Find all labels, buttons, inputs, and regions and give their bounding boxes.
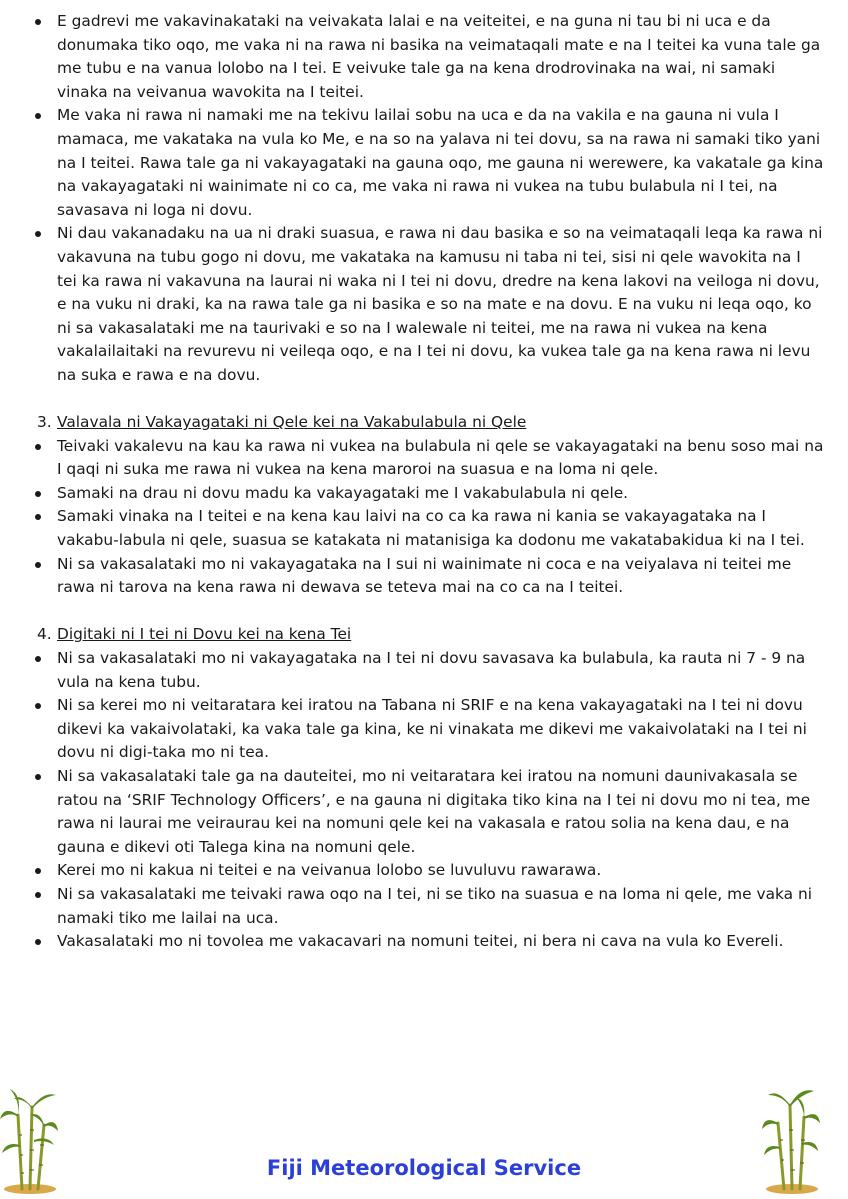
bullet-icon <box>35 868 41 874</box>
list-item <box>35 553 825 600</box>
bullet-text: Ni sa vakasalataki me teivaki rawa oqo na I tei, ni se tiko na suasua e na loma ni qele, me vaka ni namaki tiko me lailai na uca. <box>57 884 813 927</box>
bullet-icon <box>35 231 41 237</box>
section-title: Digitaki ni I tei ni Dovu kei na kena Tei <box>57 625 352 644</box>
bullet-icon <box>35 703 41 709</box>
section-3-bullet-list <box>35 435 825 600</box>
bullet-text: Vakasalataki mo ni tovolea me vakacavari na nomuni teitei, ni bera ni cava na vula ko Evereli. <box>57 932 784 951</box>
list-item <box>35 647 825 694</box>
list-item <box>35 435 825 482</box>
list-item <box>35 104 825 222</box>
document-body <box>35 10 825 954</box>
bullet-icon <box>35 444 41 450</box>
bullet-text: Ni sa kerei mo ni veitaratara kei iratou na Tabana ni SRIF e na kena vakayagataki na I tei ni dovu dikevi ka vakaivolataki, ka vaka tale ga kina, ke ni vinakata me dikevi me vakaivolataki na I tei ni dovu ni digi-taka mo ni tea. <box>57 696 807 762</box>
bullet-text: Me vaka ni rawa ni namaki me na tekivu lailai sobu na uca e da na vakila e na gauna ni vula I mamaca, me vakataka na vula ko Me, e na so na yalava ni tei dovu, sa na rawa ni samaki tiko yani na I teitei. Rawa tale ga ni vakayagataki na gauna oqo, me gauna ni werewere, ka vakatale ga kina na vakayagataki ni wainimate ni co ca, me vaka ni rawa ni vukea na tubu bulabula ni I tei, na savasava ni loga ni dovu. <box>57 106 824 219</box>
section-4-bullet-list <box>35 647 825 954</box>
bullet-icon <box>35 514 41 520</box>
bullet-icon <box>35 562 41 568</box>
list-item <box>35 694 825 765</box>
list-item <box>35 482 825 506</box>
bullet-text: Samaki na drau ni dovu madu ka vakayagataki me I vakabulabula ni qele. <box>57 483 629 502</box>
section-number: 4. <box>37 625 52 644</box>
bullet-text: Ni sa vakasalataki mo ni vakayagataka na I tei ni dovu savasava ka bulabula, ka rauta ni 7 - 9 na vula na kena tubu. <box>57 649 806 691</box>
list-item <box>35 505 825 552</box>
list-item <box>35 222 825 387</box>
bullet-icon <box>35 19 41 25</box>
bullet-text: Kerei mo ni kakua ni teitei e na veivanua lolobo se luvuluvu rawarawa. <box>57 861 602 880</box>
section-4-heading <box>35 623 825 647</box>
bullet-text: Ni sa vakasalataki mo ni vakayagataka na I sui ni wainimate ni coca e na veiyalava ni teitei me rawa ni tarova na kena rawa ni dewava se teteva mai na co ca na I teitei. <box>57 554 792 597</box>
list-item <box>35 10 825 104</box>
bullet-icon <box>35 774 41 780</box>
list-item <box>35 883 825 930</box>
bullet-text: Teivaki vakalevu na kau ka rawa ni vukea na bulabula ni qele se vakayagataki na benu soso mai na I qaqi ni suka me rawa ni vukea na kena maroroi na suasua e na loma ni qele. <box>57 436 824 479</box>
bullet-icon <box>35 656 41 662</box>
footer-organization-title: Fiji Meteorological Service <box>266 1156 582 1180</box>
bullet-text: Ni sa vakasalataki tale ga na dauteitei, mo ni veitaratara kei iratou na nomuni daunivakasala se ratou na ‘SRIF Technology Officers’, e na gauna ni digitaka tiko kina na I tei ni dovu mo ni tea, me rawa ni laurai me veiraurau kei na nomuni qele kei na vakasala e ratou solia na kena dau, e na gauna e dikevi oti Talega kina na nomuni qele. <box>57 767 811 856</box>
bullet-icon <box>35 892 41 898</box>
list-item <box>35 859 825 883</box>
bullet-icon <box>35 491 41 497</box>
section-number: 3. <box>37 413 52 432</box>
intro-bullet-list <box>35 10 825 388</box>
section-3-heading <box>35 411 825 435</box>
bullet-text: Ni dau vakanadaku na ua ni draki suasua, e rawa ni dau basika e so na veimataqali leqa ka rawa ni vakavuna na tubu gogo ni dovu, me vakataka na kamusu ni taba ni tei, sisi ni qele wavokita na I tei ka rawa ni vakavuna na laurai ni waka ni I tei ni dovu, dredre na kena lakovi na veiloga ni dovu, e na vuku ni draki, ka na rawa tale ga ni basika e so na mate e na dovu. E na vuku ni leqa oqo, ko ni sa vakasalataki me na taurivaki e so na I walewale ni teitei, me na rawa ni vukea na kena vakalailaitaki na revurevu ni veileqa oqo, e na I tei ni dovu, ka vukea tale ga na kena rawa ni levu na suka e rawa e na dovu. <box>57 224 823 384</box>
bullet-text: E gadrevi me vakavinakataki na veivakata lalai e na veiteitei, e na guna ni tau bi ni uca e da donumaka tiko oqo, me vaka ni na rawa ni basika na veimataqali mate e na I teitei ka vuna tale ga me tubu e na vanua lolobo na I tei. E veivuke tale ga na kena drodrovinaka na wai, ni samaki vinaka na veivanua wavokita na I teitei. <box>57 12 821 101</box>
bullet-text: Samaki vinaka na I teitei e na kena kau laivi na co ca ka rawa ni kania se vakayagataka na I vakabu-labula ni qele, suasua se katakata ni matanisiga ka dodonu me vakatabakidua ki na I tei. <box>57 507 805 550</box>
list-item <box>35 930 825 954</box>
bullet-icon <box>35 113 41 119</box>
section-title: Valavala ni Vakayagataki ni Qele kei na Vakabulabula ni Qele <box>57 413 527 432</box>
bullet-icon <box>35 939 41 945</box>
list-item <box>35 765 825 859</box>
